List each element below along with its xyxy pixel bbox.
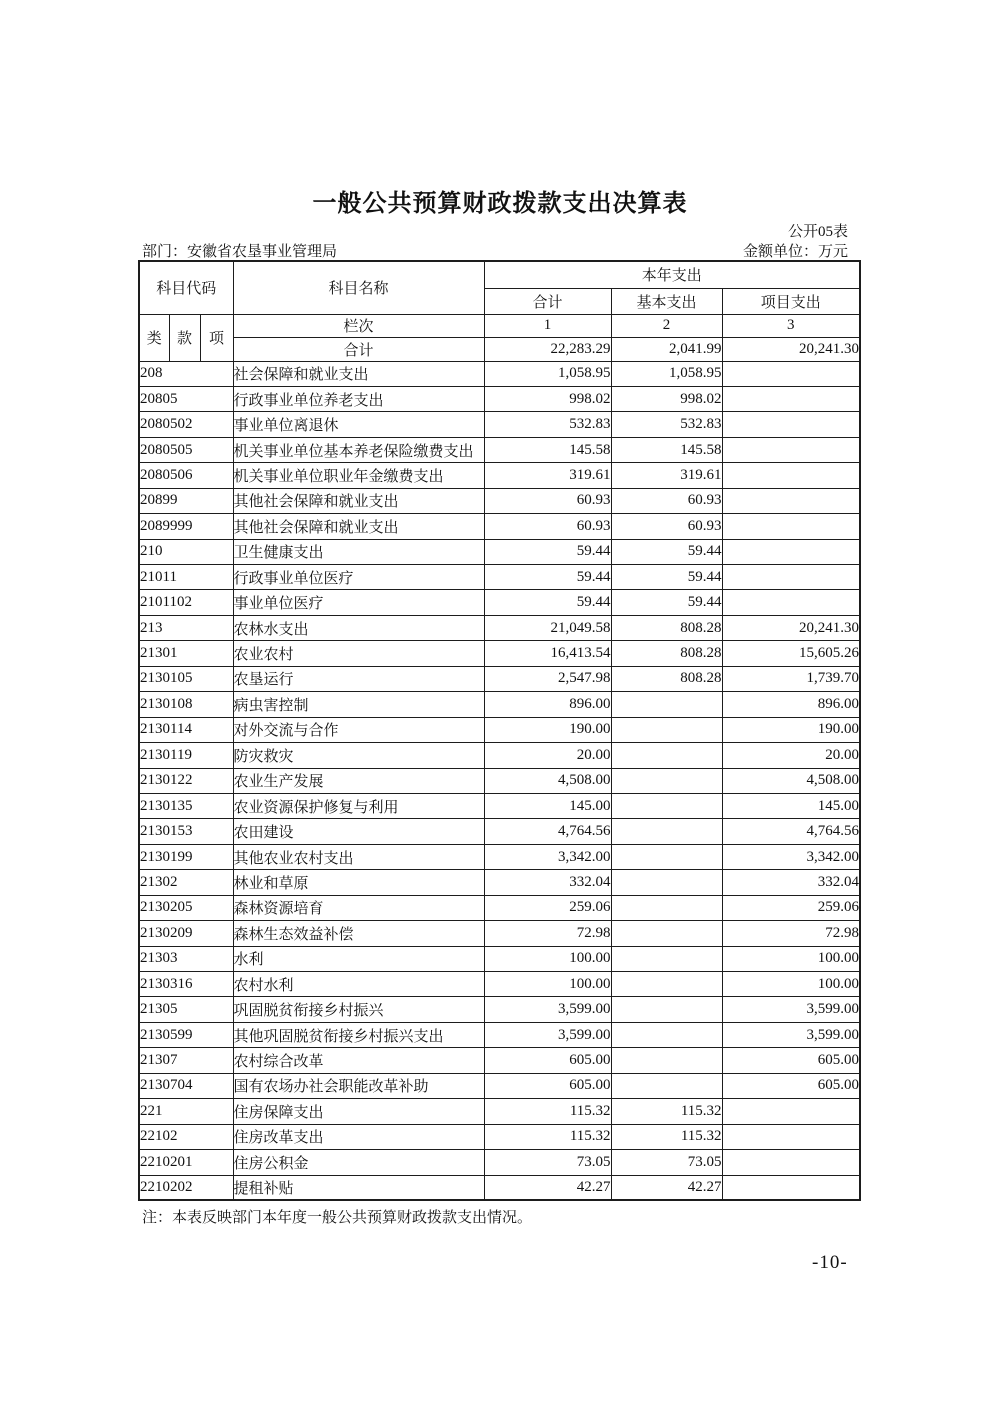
meta-row	[142, 240, 848, 261]
table-row	[139, 743, 860, 768]
table-row	[139, 641, 860, 666]
project-expense-cell	[722, 437, 860, 462]
subject-code-cell: 2130153	[139, 819, 233, 844]
expenditure-table	[138, 260, 861, 1201]
subject-code-cell: 2130108	[139, 692, 233, 717]
table-row	[139, 895, 860, 920]
table-row	[139, 666, 860, 691]
table-row	[139, 539, 860, 564]
subject-name-cell: 住房改革支出	[233, 1124, 484, 1149]
total-cell: 60.93	[484, 488, 611, 513]
header-column-index: 栏次	[233, 314, 484, 337]
subject-name-cell: 事业单位离退休	[233, 412, 484, 437]
total-cell: 532.83	[484, 412, 611, 437]
project-expense-cell: 1,739.70	[722, 666, 860, 691]
table-row	[139, 921, 860, 946]
basic-expense-cell	[611, 768, 722, 793]
column-number-2: 2	[611, 314, 722, 337]
project-expense-cell: 605.00	[722, 1048, 860, 1073]
project-expense-cell: 4,508.00	[722, 768, 860, 793]
subject-name-cell: 农垦运行	[233, 666, 484, 691]
basic-expense-cell: 808.28	[611, 666, 722, 691]
subject-code-cell: 20805	[139, 386, 233, 411]
table-row	[139, 1073, 860, 1098]
subject-code-cell: 21011	[139, 565, 233, 590]
project-expense-cell	[722, 1150, 860, 1175]
subject-name-cell: 农业生产发展	[233, 768, 484, 793]
subject-name-cell: 农田建设	[233, 819, 484, 844]
project-expense-cell: 15,605.26	[722, 641, 860, 666]
total-cell: 145.58	[484, 437, 611, 462]
table-row	[139, 793, 860, 818]
basic-expense-cell: 42.27	[611, 1175, 722, 1200]
total-cell: 190.00	[484, 717, 611, 742]
project-expense-cell: 100.00	[722, 972, 860, 997]
subject-code-cell: 213	[139, 615, 233, 640]
project-expense-cell: 100.00	[722, 946, 860, 971]
basic-expense-cell	[611, 946, 722, 971]
total-cell: 73.05	[484, 1150, 611, 1175]
total-cell: 605.00	[484, 1048, 611, 1073]
total-cell: 896.00	[484, 692, 611, 717]
subject-name-cell: 机关事业单位基本养老保险缴费支出	[233, 437, 484, 462]
subject-code-cell: 2089999	[139, 514, 233, 539]
subject-name-cell: 农村水利	[233, 972, 484, 997]
project-expense-cell	[722, 361, 860, 386]
project-expense-cell	[722, 590, 860, 615]
table-row	[139, 514, 860, 539]
subject-name-cell: 林业和草原	[233, 870, 484, 895]
total-cell: 60.93	[484, 514, 611, 539]
table-row	[139, 972, 860, 997]
project-expense-cell: 3,599.00	[722, 997, 860, 1022]
table-row	[139, 437, 860, 462]
table-row	[139, 819, 860, 844]
grand-total-label: 合计	[233, 337, 484, 361]
basic-expense-cell	[611, 692, 722, 717]
basic-expense-cell: 115.32	[611, 1099, 722, 1124]
header-section: 款	[169, 314, 200, 361]
subject-name-cell: 其他农业农村支出	[233, 844, 484, 869]
subject-code-cell: 2130135	[139, 793, 233, 818]
basic-expense-cell: 808.28	[611, 641, 722, 666]
subject-code-cell: 2130704	[139, 1073, 233, 1098]
total-cell: 3,599.00	[484, 1022, 611, 1047]
subject-name-cell: 对外交流与合作	[233, 717, 484, 742]
project-expense-cell: 190.00	[722, 717, 860, 742]
basic-expense-cell: 59.44	[611, 565, 722, 590]
header-row-3	[139, 314, 860, 337]
subject-name-cell: 农业农村	[233, 641, 484, 666]
table-row	[139, 386, 860, 411]
basic-expense-cell	[611, 972, 722, 997]
table-row	[139, 870, 860, 895]
basic-expense-cell	[611, 1048, 722, 1073]
grand-total-project: 20,241.30	[722, 337, 860, 361]
subject-code-cell: 2130114	[139, 717, 233, 742]
subject-code-cell: 21307	[139, 1048, 233, 1073]
table-row	[139, 946, 860, 971]
total-cell: 319.61	[484, 463, 611, 488]
total-cell: 42.27	[484, 1175, 611, 1200]
total-cell: 100.00	[484, 946, 611, 971]
total-cell: 100.00	[484, 972, 611, 997]
project-expense-cell: 896.00	[722, 692, 860, 717]
project-expense-cell: 332.04	[722, 870, 860, 895]
basic-expense-cell	[611, 717, 722, 742]
basic-expense-cell: 59.44	[611, 590, 722, 615]
basic-expense-cell	[611, 793, 722, 818]
subject-code-cell: 221	[139, 1099, 233, 1124]
total-cell: 2,547.98	[484, 666, 611, 691]
subject-code-cell: 2130199	[139, 844, 233, 869]
table-row	[139, 1048, 860, 1073]
subject-name-cell: 行政事业单位养老支出	[233, 386, 484, 411]
subject-name-cell: 水利	[233, 946, 484, 971]
project-expense-cell: 20,241.30	[722, 615, 860, 640]
subject-name-cell: 行政事业单位医疗	[233, 565, 484, 590]
subject-name-cell: 农业资源保护修复与利用	[233, 793, 484, 818]
grand-total-row	[139, 337, 860, 361]
basic-expense-cell	[611, 819, 722, 844]
header-current-year-expense: 本年支出	[484, 261, 860, 288]
grand-total-basic: 2,041.99	[611, 337, 722, 361]
subject-name-cell: 机关事业单位职业年金缴费支出	[233, 463, 484, 488]
header-row-1	[139, 261, 860, 288]
subject-code-cell: 208	[139, 361, 233, 386]
total-cell: 16,413.54	[484, 641, 611, 666]
subject-code-cell: 2080502	[139, 412, 233, 437]
subject-name-cell: 事业单位医疗	[233, 590, 484, 615]
subject-code-cell: 2130599	[139, 1022, 233, 1047]
subject-code-cell: 21303	[139, 946, 233, 971]
project-expense-cell	[722, 514, 860, 539]
total-cell: 605.00	[484, 1073, 611, 1098]
subject-code-cell: 21302	[139, 870, 233, 895]
total-cell: 3,342.00	[484, 844, 611, 869]
subject-code-cell: 21301	[139, 641, 233, 666]
basic-expense-cell: 319.61	[611, 463, 722, 488]
total-cell: 4,764.56	[484, 819, 611, 844]
column-number-1: 1	[484, 314, 611, 337]
subject-code-cell: 2130205	[139, 895, 233, 920]
header-project-expense: 项目支出	[722, 288, 860, 314]
project-expense-cell	[722, 412, 860, 437]
header-item: 项	[200, 314, 233, 361]
total-cell: 998.02	[484, 386, 611, 411]
column-number-3: 3	[722, 314, 860, 337]
table-row	[139, 615, 860, 640]
project-expense-cell	[722, 565, 860, 590]
subject-name-cell: 农村综合改革	[233, 1048, 484, 1073]
table-body	[139, 361, 860, 1200]
subject-name-cell: 森林资源培育	[233, 895, 484, 920]
subject-name-cell: 其他社会保障和就业支出	[233, 514, 484, 539]
total-cell: 1,058.95	[484, 361, 611, 386]
basic-expense-cell	[611, 997, 722, 1022]
basic-expense-cell: 808.28	[611, 615, 722, 640]
total-cell: 4,508.00	[484, 768, 611, 793]
subject-name-cell: 其他社会保障和就业支出	[233, 488, 484, 513]
table-row	[139, 1022, 860, 1047]
project-expense-cell	[722, 488, 860, 513]
basic-expense-cell: 115.32	[611, 1124, 722, 1149]
table-row	[139, 488, 860, 513]
basic-expense-cell: 1,058.95	[611, 361, 722, 386]
basic-expense-cell	[611, 1073, 722, 1098]
total-cell: 115.32	[484, 1099, 611, 1124]
subject-code-cell: 2210201	[139, 1150, 233, 1175]
basic-expense-cell: 73.05	[611, 1150, 722, 1175]
subject-name-cell: 防灾救灾	[233, 743, 484, 768]
total-cell: 59.44	[484, 539, 611, 564]
project-expense-cell	[722, 539, 860, 564]
subject-code-cell: 2130122	[139, 768, 233, 793]
department-label: 部门：安徽省农垦事业管理局	[142, 244, 338, 260]
total-cell: 59.44	[484, 590, 611, 615]
subject-code-cell: 2130316	[139, 972, 233, 997]
subject-name-cell: 卫生健康支出	[233, 539, 484, 564]
table-row	[139, 844, 860, 869]
project-expense-cell	[722, 386, 860, 411]
project-expense-cell: 3,342.00	[722, 844, 860, 869]
subject-name-cell: 住房保障支出	[233, 1099, 484, 1124]
basic-expense-cell: 998.02	[611, 386, 722, 411]
project-expense-cell: 20.00	[722, 743, 860, 768]
project-expense-cell: 3,599.00	[722, 1022, 860, 1047]
table-note: 注：本表反映部门本年度一般公共预算财政拨款支出情况。	[142, 1210, 533, 1226]
basic-expense-cell	[611, 895, 722, 920]
page-number: -10-	[812, 1252, 848, 1273]
basic-expense-cell: 59.44	[611, 539, 722, 564]
header-class: 类	[139, 314, 169, 361]
basic-expense-cell	[611, 844, 722, 869]
basic-expense-cell: 145.58	[611, 437, 722, 462]
subject-name-cell: 提租补贴	[233, 1175, 484, 1200]
table-row	[139, 692, 860, 717]
subject-code-cell: 20899	[139, 488, 233, 513]
table-row	[139, 565, 860, 590]
project-expense-cell	[722, 1124, 860, 1149]
subject-code-cell: 2130119	[139, 743, 233, 768]
table-row	[139, 1124, 860, 1149]
table-row	[139, 1099, 860, 1124]
amount-unit-label: 金额单位：万元	[742, 244, 848, 260]
subject-code-cell: 2101102	[139, 590, 233, 615]
subject-name-cell: 国有农场办社会职能改革补助	[233, 1073, 484, 1098]
header-subject-name: 科目名称	[233, 261, 484, 314]
project-expense-cell: 259.06	[722, 895, 860, 920]
total-cell: 3,599.00	[484, 997, 611, 1022]
project-expense-cell: 605.00	[722, 1073, 860, 1098]
total-cell: 20.00	[484, 743, 611, 768]
header-total: 合计	[484, 288, 611, 314]
basic-expense-cell	[611, 1022, 722, 1047]
subject-name-cell: 农林水支出	[233, 615, 484, 640]
basic-expense-cell: 532.83	[611, 412, 722, 437]
subject-name-cell: 巩固脱贫衔接乡村振兴	[233, 997, 484, 1022]
subject-name-cell: 社会保障和就业支出	[233, 361, 484, 386]
table-row	[139, 768, 860, 793]
total-cell: 59.44	[484, 565, 611, 590]
subject-name-cell: 其他巩固脱贫衔接乡村振兴支出	[233, 1022, 484, 1047]
table-row	[139, 1150, 860, 1175]
project-expense-cell: 72.98	[722, 921, 860, 946]
basic-expense-cell	[611, 870, 722, 895]
subject-name-cell: 住房公积金	[233, 1150, 484, 1175]
table-row	[139, 361, 860, 386]
basic-expense-cell	[611, 921, 722, 946]
subject-code-cell: 210	[139, 539, 233, 564]
total-cell: 21,049.58	[484, 615, 611, 640]
table-row	[139, 997, 860, 1022]
total-cell: 72.98	[484, 921, 611, 946]
project-expense-cell	[722, 1175, 860, 1200]
subject-name-cell: 森林生态效益补偿	[233, 921, 484, 946]
header-subject-code: 科目代码	[139, 261, 233, 314]
basic-expense-cell	[611, 743, 722, 768]
public-table-code: 公开05表	[787, 224, 848, 240]
total-cell: 115.32	[484, 1124, 611, 1149]
project-expense-cell: 145.00	[722, 793, 860, 818]
project-expense-cell	[722, 463, 860, 488]
subject-code-cell: 2080505	[139, 437, 233, 462]
total-cell: 145.00	[484, 793, 611, 818]
basic-expense-cell: 60.93	[611, 514, 722, 539]
total-cell: 259.06	[484, 895, 611, 920]
project-expense-cell	[722, 1099, 860, 1124]
table-row	[139, 412, 860, 437]
subject-name-cell: 病虫害控制	[233, 692, 484, 717]
subject-code-cell: 22102	[139, 1124, 233, 1149]
subject-code-cell: 2080506	[139, 463, 233, 488]
basic-expense-cell: 60.93	[611, 488, 722, 513]
project-expense-cell: 4,764.56	[722, 819, 860, 844]
table-row	[139, 1175, 860, 1200]
grand-total-total: 22,283.29	[484, 337, 611, 361]
table-row	[139, 590, 860, 615]
subject-code-cell: 2130209	[139, 921, 233, 946]
subject-code-cell: 21305	[139, 997, 233, 1022]
total-cell: 332.04	[484, 870, 611, 895]
table-row	[139, 717, 860, 742]
header-basic-expense: 基本支出	[611, 288, 722, 314]
subject-code-cell: 2210202	[139, 1175, 233, 1200]
page-title: 一般公共预算财政拨款支出决算表	[312, 190, 688, 217]
subject-code-cell: 2130105	[139, 666, 233, 691]
table-row	[139, 463, 860, 488]
